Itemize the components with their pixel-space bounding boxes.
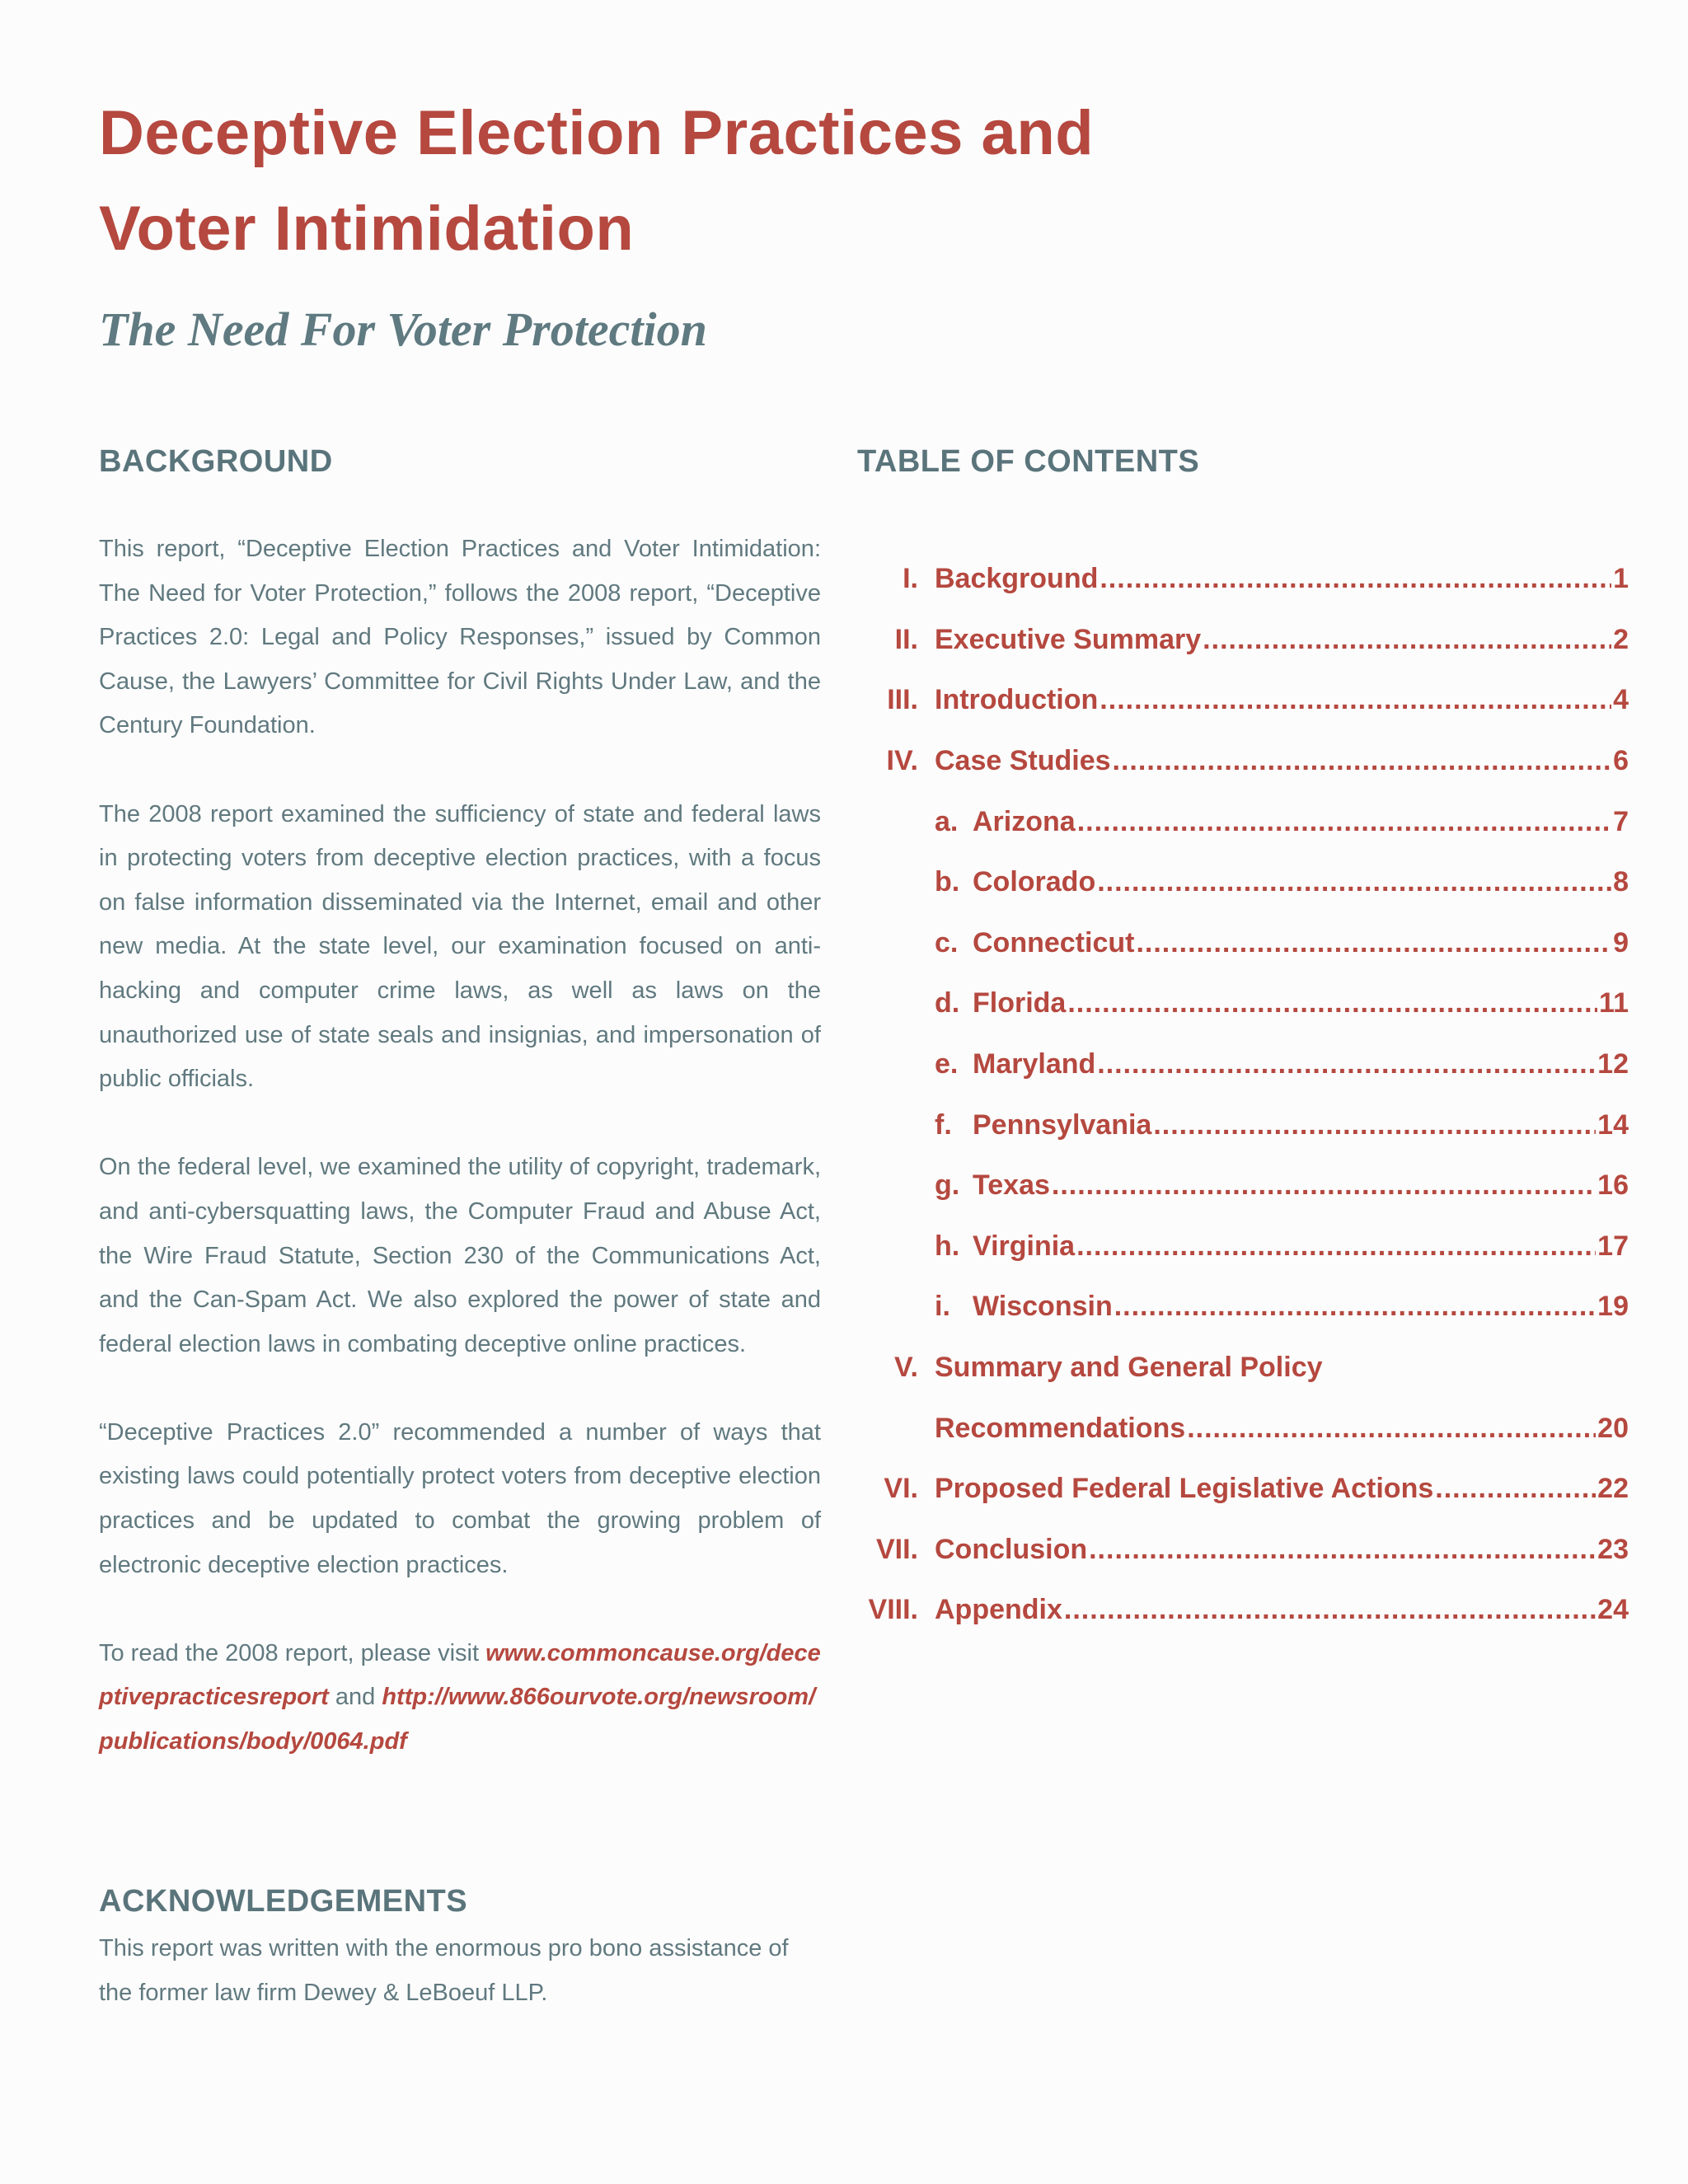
toc-entry[interactable]	[857, 1459, 1629, 1520]
background-body	[99, 527, 821, 1765]
toc-dot-leader	[1067, 987, 1597, 1019]
toc-entry[interactable]	[857, 1094, 1629, 1155]
toc-entry-line	[935, 1534, 1629, 1566]
toc-entry-title: Pennsylvania	[973, 1108, 1152, 1141]
document-title	[99, 86, 1418, 277]
toc-entry-letter: a.	[935, 805, 959, 837]
toc-entry-page: 2	[1613, 623, 1629, 655]
toc-entry[interactable]	[857, 731, 1629, 792]
toc-entry-number: VII.	[875, 1533, 918, 1565]
toc-entry-page: 4	[1613, 684, 1629, 716]
toc-entry-title: Introduction	[935, 684, 1099, 716]
toc-dot-leader	[1203, 624, 1611, 656]
read-more-and: and	[328, 1684, 382, 1711]
title-line-2: Voter Intimidation	[99, 194, 635, 264]
toc-dot-leader	[1077, 806, 1611, 838]
title-line-1: Deceptive Election Practices and	[99, 98, 1095, 168]
toc-entry[interactable]	[857, 1398, 1629, 1459]
toc-entry[interactable]	[857, 1155, 1629, 1216]
toc-entry-line	[935, 1473, 1629, 1505]
toc-heading: TABLE OF CONTENTS	[857, 444, 1200, 479]
toc-entry[interactable]	[857, 1216, 1629, 1277]
toc-entry-page: 1	[1613, 563, 1629, 595]
toc-entry-page: 14	[1597, 1108, 1629, 1141]
read-more-prefix: To read the 2008 report, please visit	[99, 1639, 486, 1666]
toc-entry-title: Case Studies	[935, 745, 1111, 777]
ourvote-report-link[interactable]: http://www.866ourvote.org/newsroom/publications/body/0064.pdf	[99, 1684, 816, 1755]
toc-dot-leader	[1097, 866, 1611, 898]
commoncause-report-link[interactable]: www.commoncause.org/deceptivepracticesreport	[99, 1639, 821, 1711]
toc-entry-line	[935, 563, 1629, 595]
toc-dot-leader	[1089, 1534, 1596, 1566]
background-paragraph-2: The 2008 report examined the sufficiency of state and federal laws in protecting voters from deceptive election practices, with a focus on false information disseminated via the Internet, email and other new media. At the state level, our examination focused on anti-hacking and computer crime laws, as well as laws on the unauthorized use of state seals and insignias, and impersonation of public officials.	[99, 800, 821, 1093]
toc-dot-leader	[1114, 1291, 1596, 1323]
toc-entry-title: Summary and General Policy	[935, 1352, 1323, 1384]
toc-entry[interactable]	[857, 1338, 1629, 1399]
background-paragraph-3: On the federal level, we examined the utility of copyright, trademark, and anti-cybersquatting laws, the Computer Fraud and Abuse Act, the Wire Fraud Statute, Section 230 of the Communications Act, and the Can-Spam Act. We also explored the power of state and federal election laws in combating deceptive online practices.	[99, 1154, 821, 1357]
toc-entry-page: 9	[1613, 926, 1629, 958]
toc-entry-letter: h.	[935, 1230, 960, 1262]
toc-entry-title: Executive Summary	[935, 623, 1202, 655]
toc-entry[interactable]	[857, 1034, 1629, 1095]
toc-entry[interactable]	[857, 791, 1629, 852]
background-paragraph-1: This report, “Deceptive Election Practices and Voter Intimidation: The Need for Voter Protection,” follows the 2008 report, “Deceptive Practices 2.0: Legal and Policy Responses,” issued by Common Cause, the Lawyers’ Committee for Civil Rights Under Law, and the Century Foundation.	[99, 536, 821, 739]
toc-entry-number: II.	[894, 623, 918, 655]
toc-entry[interactable]	[857, 610, 1629, 671]
table-of-contents	[857, 549, 1629, 1641]
toc-entry-line	[973, 866, 1629, 898]
toc-entry-page: 12	[1597, 1048, 1629, 1080]
document-subtitle: The Need For Voter Protection	[99, 302, 707, 356]
toc-dot-leader	[1153, 1109, 1596, 1141]
toc-entry-page: 7	[1613, 805, 1629, 837]
toc-dot-leader	[1100, 684, 1611, 716]
toc-entry-page: 17	[1597, 1230, 1629, 1262]
toc-entry-line	[973, 806, 1629, 838]
toc-entry-title: Texas	[973, 1169, 1050, 1202]
toc-entry-line	[935, 1594, 1629, 1626]
toc-entry-number: III.	[887, 684, 918, 716]
toc-entry-title: Arizona	[973, 805, 1076, 837]
acknowledgements-body	[99, 1927, 808, 2015]
toc-entry[interactable]	[857, 973, 1629, 1034]
toc-entry-number: VI.	[884, 1473, 918, 1505]
toc-entry[interactable]	[857, 1277, 1629, 1338]
toc-entry-number: IV.	[886, 745, 918, 777]
toc-entry-title: Colorado	[973, 866, 1096, 898]
toc-entry[interactable]	[857, 1520, 1629, 1581]
toc-entry-title: Virginia	[973, 1230, 1076, 1262]
toc-entry[interactable]	[857, 913, 1629, 974]
toc-entry-page: 11	[1599, 987, 1629, 1019]
toc-entry-letter: g.	[935, 1169, 960, 1202]
toc-entry-page: 8	[1613, 866, 1629, 898]
toc-entry-page: 23	[1597, 1533, 1629, 1565]
toc-entry-letter: c.	[935, 926, 959, 958]
toc-entry-line	[935, 684, 1629, 716]
toc-entry-line	[973, 987, 1629, 1019]
toc-entry-letter: f.	[935, 1108, 952, 1141]
toc-entry[interactable]	[857, 1580, 1629, 1641]
toc-entry-line	[973, 927, 1629, 959]
toc-entry-title: Proposed Federal Legislative Actions	[935, 1473, 1434, 1505]
toc-entry-letter: i.	[935, 1291, 950, 1323]
toc-entry-title: Wisconsin	[973, 1291, 1113, 1323]
toc-dot-leader	[1097, 1048, 1596, 1080]
toc-dot-leader	[1113, 745, 1612, 777]
toc-entry-line	[973, 1109, 1629, 1141]
toc-entry-line	[935, 745, 1629, 777]
toc-entry-letter: b.	[935, 866, 960, 898]
toc-entry-page: 16	[1597, 1169, 1629, 1202]
acknowledgements-text: This report was written with the enormous pro bono assistance of the former law firm Dewey & LeBoeuf LLP.	[99, 1935, 789, 2006]
toc-entry-line	[973, 1169, 1629, 1202]
background-paragraph-4: “Deceptive Practices 2.0” recommended a number of ways that existing laws could potentially protect voters from deceptive election practices and be updated to combat the growing problem of electronic deceptive election practices.	[99, 1418, 821, 1578]
toc-entry-line	[935, 1352, 1629, 1384]
toc-dot-leader	[1435, 1473, 1596, 1505]
toc-entry-title: Recommendations	[935, 1412, 1186, 1444]
toc-entry-line	[935, 1413, 1629, 1445]
toc-entry-page: 24	[1597, 1594, 1629, 1626]
toc-entry-line	[973, 1230, 1629, 1263]
toc-dot-leader	[1052, 1169, 1596, 1202]
toc-entry[interactable]	[857, 852, 1629, 913]
toc-entry-title: Florida	[973, 987, 1067, 1019]
acknowledgements-heading: ACKNOWLEDGEMENTS	[99, 1884, 468, 1919]
toc-entry-title: Maryland	[973, 1048, 1096, 1080]
toc-entry-page: 20	[1597, 1412, 1629, 1444]
toc-dot-leader	[1187, 1413, 1596, 1445]
toc-entry[interactable]	[857, 549, 1629, 610]
toc-entry-letter: d.	[935, 987, 960, 1019]
toc-dot-leader	[1076, 1230, 1596, 1263]
toc-dot-leader	[1100, 563, 1611, 595]
toc-entry-line	[973, 1291, 1629, 1323]
toc-entry-title: Appendix	[935, 1594, 1062, 1626]
toc-entry-title: Background	[935, 563, 1099, 595]
toc-entry-line	[935, 624, 1629, 656]
background-heading: BACKGROUND	[99, 444, 333, 479]
toc-dot-leader	[1136, 927, 1611, 959]
toc-entry-page: 6	[1613, 745, 1629, 777]
toc-entry-title: Conclusion	[935, 1533, 1088, 1565]
toc-entry-number: VIII.	[868, 1594, 918, 1626]
toc-entry-line	[973, 1048, 1629, 1080]
toc-entry-number: V.	[893, 1352, 918, 1384]
toc-entry-letter: e.	[935, 1048, 959, 1080]
toc-entry-page: 19	[1597, 1291, 1629, 1323]
toc-entry-number: I.	[903, 563, 918, 595]
toc-entry-title: Connecticut	[973, 926, 1135, 958]
toc-dot-leader	[1064, 1594, 1596, 1626]
toc-entry[interactable]	[857, 670, 1629, 731]
read-more-paragraph	[99, 1632, 821, 1765]
toc-entry-page: 22	[1597, 1473, 1629, 1505]
